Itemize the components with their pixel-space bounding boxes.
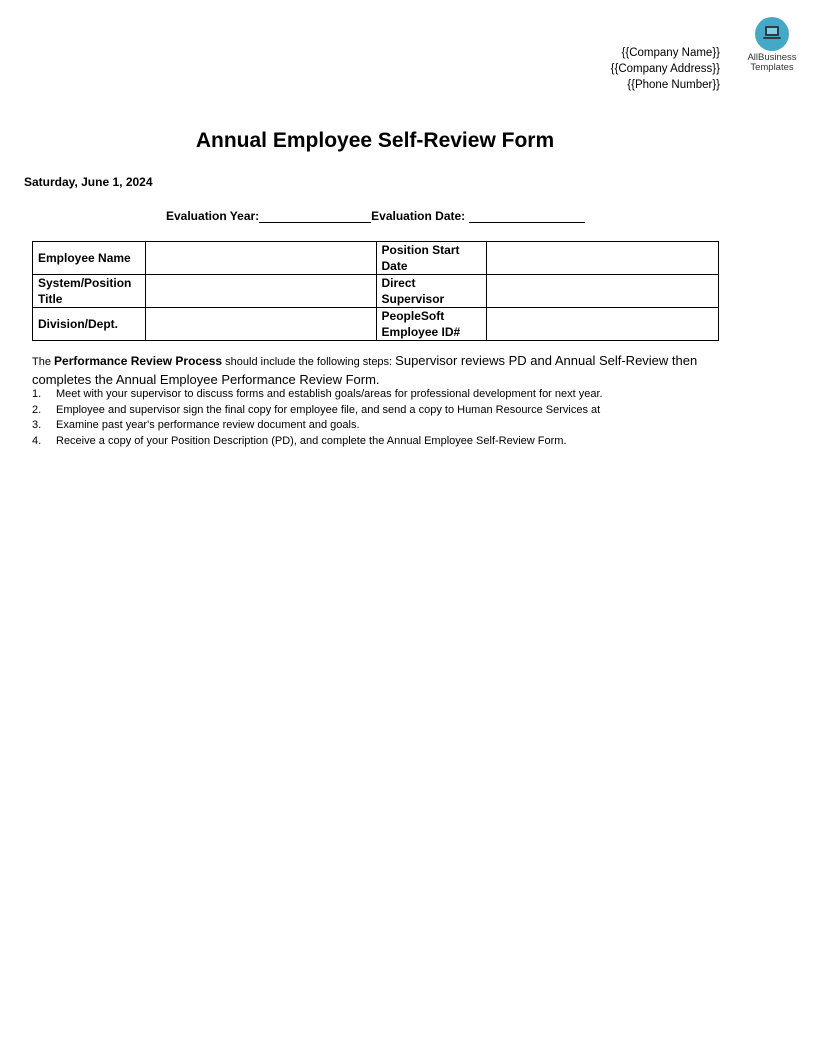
steps-list — [32, 387, 732, 449]
allbusiness-logo — [742, 17, 802, 73]
phone-number: {{Phone Number}} — [627, 79, 720, 91]
step-text: Employee and supervisor sign the final copy for employee file, and send a copy to Human Resource Services at — [56, 403, 601, 416]
step-number: 3. — [32, 419, 42, 431]
step-number: 4. — [32, 434, 42, 447]
intro-text-end: Supervisor reviews PD and Annual Self-Review then completes the Annual Employee Performance Review Form. — [32, 353, 698, 387]
employee-info-table — [32, 241, 719, 341]
division-dept-field[interactable] — [145, 308, 376, 341]
position-start-date-field[interactable] — [487, 242, 719, 275]
table-row — [33, 242, 719, 275]
step-number: 1. — [32, 388, 42, 400]
direct-supervisor-label: Direct Supervisor — [376, 275, 487, 308]
page-title: Annual Employee Self-Review Form — [195, 129, 555, 152]
employee-name-label: Employee Name — [33, 242, 146, 275]
company-header — [560, 45, 720, 93]
company-name: {{Company Name}} — [621, 47, 720, 59]
document-date: Saturday, June 1, 2024 — [24, 175, 153, 189]
peoplesoft-id-field[interactable] — [487, 308, 719, 341]
step-text: Receive a copy of your Position Description (PD), and complete the Annual Employee Self-Review Form. — [56, 434, 567, 447]
intro-text-middle: should include the following steps: — [222, 356, 396, 368]
peoplesoft-id-label: PeopleSoft Employee ID# — [376, 308, 487, 341]
table-row — [33, 308, 719, 341]
step-text: Examine past year's performance review document and goals. — [56, 419, 360, 431]
logo-circle — [755, 17, 789, 51]
laptop-icon — [762, 25, 782, 41]
list-item — [32, 403, 732, 419]
table-row — [33, 275, 719, 308]
company-address: {{Company Address}} — [610, 63, 720, 75]
position-start-date-label: Position Start Date — [376, 242, 487, 275]
step-number: 2. — [32, 403, 42, 416]
list-item — [32, 434, 732, 450]
division-dept-label: Division/Dept. — [33, 308, 146, 341]
logo-line1: AllBusiness — [747, 52, 797, 63]
intro-text-start: The — [32, 356, 55, 368]
intro-paragraph — [32, 352, 732, 390]
logo-text — [742, 53, 802, 73]
evaluation-date-label: Evaluation Date: — [371, 209, 466, 223]
logo-line2: Templates — [750, 62, 794, 73]
evaluation-year-label: Evaluation Year: — [166, 209, 260, 223]
system-position-title-label: System/Position Title — [33, 275, 146, 308]
system-position-title-field[interactable] — [145, 275, 376, 308]
employee-name-field[interactable] — [145, 242, 376, 275]
list-item — [32, 418, 732, 434]
evaluation-year-field[interactable] — [259, 208, 371, 223]
step-text: Meet with your supervisor to discuss forms and establish goals/areas for professional development for next year. — [56, 388, 603, 400]
direct-supervisor-field[interactable] — [487, 275, 719, 308]
evaluation-date-field[interactable] — [469, 208, 585, 223]
list-item — [32, 387, 732, 403]
intro-bold-phrase: Performance Review Process — [54, 354, 223, 368]
evaluation-row — [166, 208, 585, 223]
